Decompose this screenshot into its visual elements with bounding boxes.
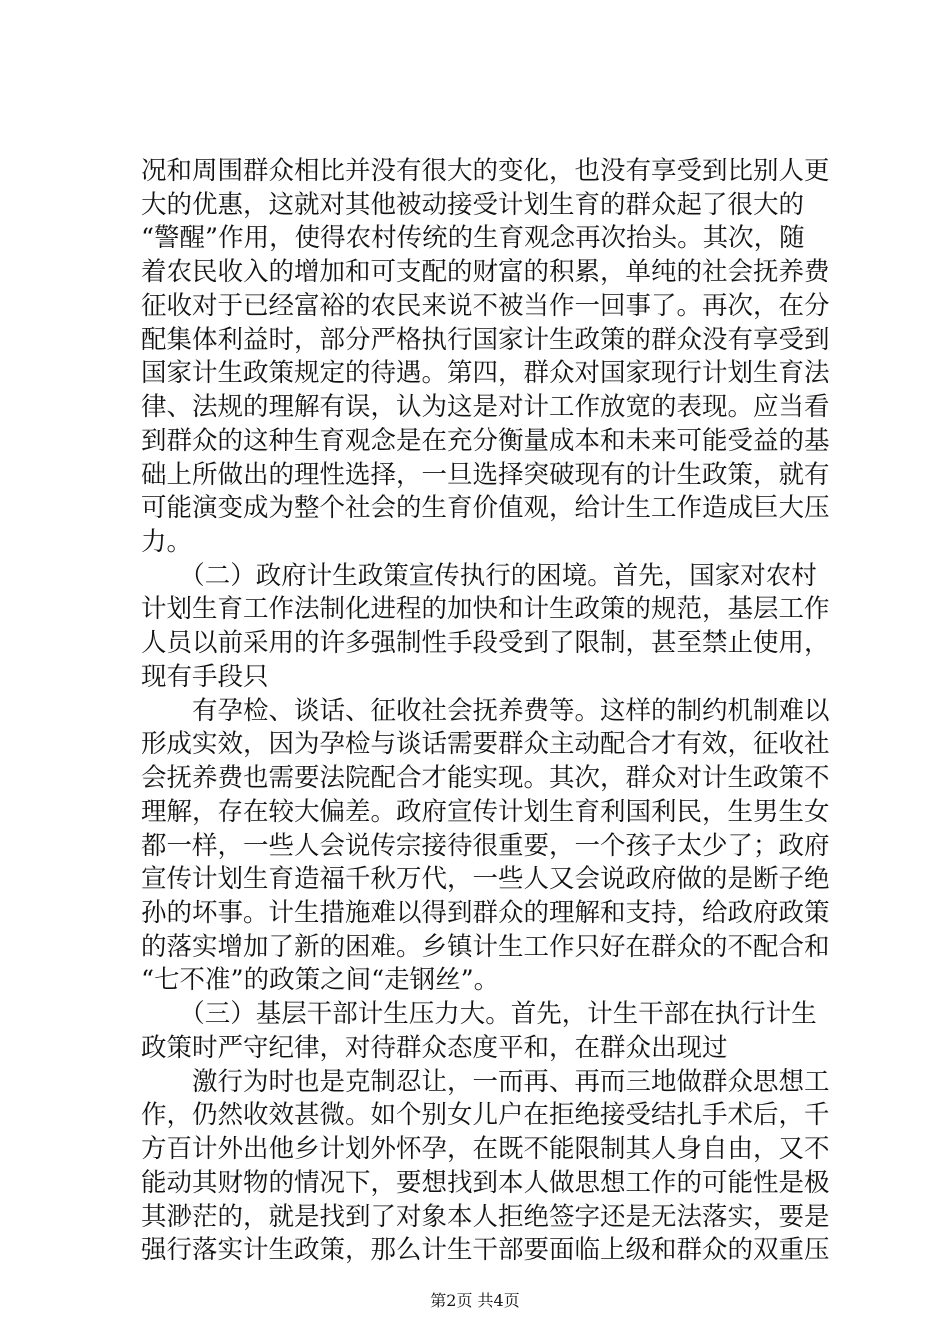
text-line: 理解，存在较大偏差。政府宣传计划生育利国利民，生男生女 (141, 796, 830, 827)
text-line: 征收对于已经富裕的农民来说不被当作一回事了。再次，在分 (141, 290, 830, 321)
text-line: 强行落实计生政策，那么计生干部要面临上级和群众的双重压 (141, 1235, 830, 1266)
text-line: （二）政府计生政策宣传执行的困境。首先，国家对农村 (141, 560, 817, 591)
text-line: 孙的坏事。计生措施难以得到群众的理解和支持，给政府政策 (141, 898, 830, 928)
text-line: 到群众的这种生育观念是在充分衡量成本和未来可能受益的基 (141, 425, 830, 456)
text-line: 可能演变成为整个社会的生育价值观，给计生工作造成巨大压 (141, 493, 830, 524)
text-line: 会抚养费也需要法院配合才能实现。其次，群众对计生政策不 (141, 763, 830, 794)
text-line: 政策时严守纪律，对待群众态度平和，在群众出现过 (141, 1032, 728, 1063)
text-line: 现有手段只 (141, 661, 269, 692)
text-line: 的落实增加了新的困难。乡镇计生工作只好在群众的不配合和 (141, 931, 830, 962)
text-line: 况和周围群众相比并没有很大的变化，也没有享受到比别人更 (141, 156, 830, 186)
text-line: 方百计外出他乡计划外怀孕，在既不能限制其人身自由，又不 (141, 1134, 830, 1165)
text-line: 作，仍然收效甚微。如个别女儿户在拒绝接受结扎手术后，千 (141, 1100, 830, 1131)
text-line: 激行为时也是克制忍让，一而再、再而三地做群众思想工 (141, 1066, 830, 1097)
page-footer: 第2页 共4页 (430, 1291, 520, 1310)
text-line: 形成实效，因为孕检与谈话需要群众主动配合才有效，征收社 (141, 729, 830, 760)
text-line: （三）基层干部计生压力大。首先，计生干部在执行计生 (141, 999, 817, 1030)
text-line: 国家计生政策规定的待遇。第四，群众对国家现行计划生育法 (141, 358, 830, 389)
text-line: “七不准”的政策之间“走钢丝”。 (141, 965, 500, 996)
text-line: 能动其财物的情况下，要想找到本人做思想工作的可能性是极 (141, 1167, 830, 1198)
text-line: 人员以前采用的许多强制性手段受到了限制，甚至禁止使用， (141, 628, 830, 659)
text-line: 着农民收入的增加和可支配的财富的积累，单纯的社会抚养费 (141, 257, 830, 288)
text-line: 其渺茫的，就是找到了对象本人拒绝签字还是无法落实，要是 (141, 1201, 830, 1232)
text-line: 律、法规的理解有误，认为这是对计工作放宽的表现。应当看 (141, 392, 830, 423)
text-line: 计划生育工作法制化进程的加快和计生政策的规范，基层工作 (141, 594, 830, 625)
text-line: 有孕检、谈话、征收社会抚养费等。这样的制约机制难以 (141, 695, 830, 726)
text-line: 力。 (141, 527, 193, 557)
text-line: 大的优惠，这就对其他被动接受计划生育的群众起了很大的 (141, 189, 805, 220)
text-line: 宣传计划生育造福千秋万代，一些人又会说政府做的是断子绝 (141, 864, 830, 895)
text-line: 都一样，一些人会说传宗接待很重要，一个孩子太少了；政府 (141, 830, 830, 861)
text-line: “警醒”作用，使得农村传统的生育观念再次抬头。其次，随 (141, 223, 805, 254)
text-line: 础上所做出的理性选择，一旦选择突破现有的计生政策，就有 (141, 459, 830, 490)
text-line: 配集体利益时，部分严格执行国家计生政策的群众没有享受到 (141, 324, 830, 355)
